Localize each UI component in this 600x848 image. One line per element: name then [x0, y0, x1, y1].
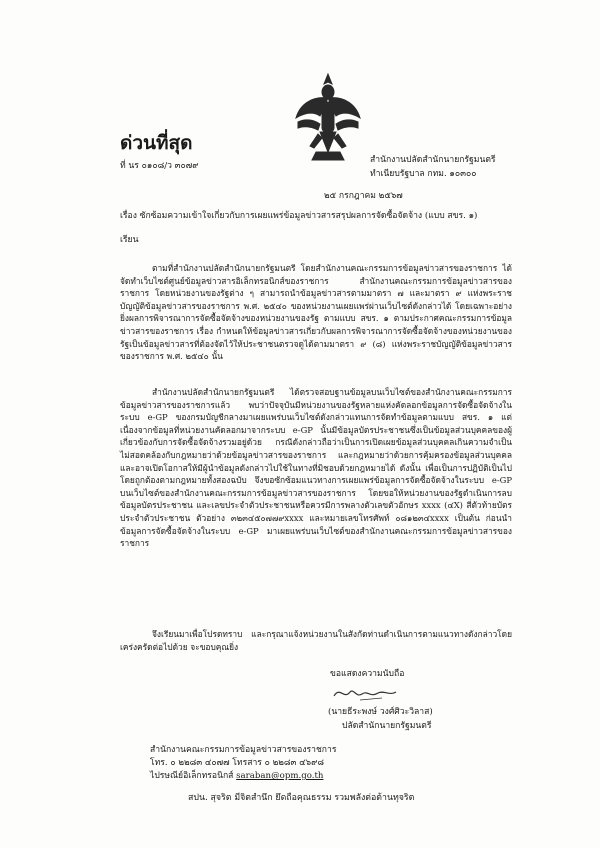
garuda-emblem-icon	[292, 68, 364, 168]
office-address: ทำเนียบรัฐบาล กทม. ๑๐๓๐๐	[370, 169, 477, 179]
paragraph-1	[120, 262, 512, 363]
paragraph-3-text: จึงเรียนมาเพื่อโปรดทราบ และกรุณาแจ้งหน่วยงานในสังกัดท่านดำเนินการตามแนวทางดังกล่าวโดยเคร่งครัดต่อไปด้วย จะขอบคุณยิ่ง	[120, 629, 512, 652]
closing-respect: ขอแสดงความนับถือ	[330, 669, 405, 679]
signature-icon	[330, 682, 400, 704]
urgent-heading: ด่วนที่สุด	[120, 132, 193, 154]
footer-slogan: สปน. สุจริต มีจิตสำนึก ยึดถือคุณธรรม รวมพลังต่อต้านทุจริต	[188, 793, 415, 803]
salutation: เรียน	[120, 235, 139, 245]
contact-email-row	[150, 770, 323, 782]
paragraph-1-text: ตามที่สำนักงานปลัดสำนักนายกรัฐมนตรี โดยสำนักงานคณะกรรมการข้อมูลข่าวสารของราชการ ได้จัดทำเว็บไซต์ศูนย์ข้อมูลข่าวสารอิเล็กทรอนิกส์ของราชการ สำนักงานคณะกรรมการข้อมูลข่าวสารของราชการ โดยหน่วยงานของรัฐต่าง ๆ สามารถนำข้อมูลข่าวสารตามมาตรา ๗ และมาตรา ๙ แห่งพระราชบัญญัติข้อมูลข่าวสารของราชการ พ.ศ. ๒๕๔๐ ของหน่วยงานเผยแพร่ผ่านเว็บไซต์ดังกล่าวได้ โดยเฉพาะอย่างยิ่งผลการพิจารณาการจัดซื้อจัดจ้างของหน่วยงานของรัฐ ตามแบบ สขร. ๑ ตามประกาศคณะกรรมการข้อมูลข่าวสารของราชการ เรื่อง กำหนดให้ข้อมูลข่าวสารเกี่ยวกับผลการพิจารณาการจัดซื้อจัดจ้างของหน่วยงานของรัฐเป็นข้อมูลข่าวสารที่ต้องจัดไว้ให้ประชาชนตรวจดูได้ตามมาตรา ๙ (๘) แห่งพระราชบัญญัติข้อมูลข่าวสารของราชการ พ.ศ. ๒๕๔๐ นั้น	[120, 263, 512, 362]
signatory-position: ปลัดสำนักนายกรัฐมนตรี	[342, 721, 432, 731]
contact-office: สำนักงานคณะกรรมการข้อมูลข่าวสารของราชการ	[150, 745, 337, 755]
reference-number: ที่ นร ๐๑๐๘/ว ๓๐๗๙	[120, 161, 199, 171]
contact-email-link[interactable]: saraban@opm.go.th	[236, 771, 324, 781]
signatory-name: (นายธีระพงษ์ วงศ์ศิวะวิลาส)	[328, 707, 433, 717]
paragraph-2-text: สำนักงานปลัดสำนักนายกรัฐมนตรี ได้ตรวจสอบฐานข้อมูลบนเว็บไซต์ของสำนักงานคณะกรรมการข้อมูลข่าวสารของราชการแล้ว พบว่าปัจจุบันมีหน่วยงานของรัฐหลายแห่งคัดลอกข้อมูลการจัดซื้อจัดจ้างในระบบ e-GP ของกรมบัญชีกลางมาเผยแพร่บนเว็บไซต์ดังกล่าวแทนการจัดทำข้อมูลตามแบบ สขร. ๑ แต่เนื่องจากข้อมูลที่หน่วยงานคัดลอกมาจากระบบ e-GP นั้นมีข้อมูลบัตรประชาชนซึ่งเป็นข้อมูลส่วนบุคคลของผู้เกี่ยวข้องกับการจัดซื้อจัดจ้างรวมอยู่ด้วย กรณีดังกล่าวถือว่าเป็นการเปิดเผยข้อมูลส่วนบุคคลเกินความจำเป็น ไม่สอดคล้องกับกฎหมายว่าด้วยข้อมูลข่าวสารของราชการ และกฎหมายว่าด้วยการคุ้มครองข้อมูลส่วนบุคคล และอาจเปิดโอกาสให้มีผู้นำข้อมูลดังกล่าวไปใช้ในทางที่มิชอบด้วยกฎหมายได้ ดังนั้น เพื่อเป็นการปฏิบัติเป็นไปโดยถูกต้องตามกฎหมายทั้งสองฉบับ จึงขอซักซ้อมแนวทางการเผยแพร่ข้อมูลการจัดซื้อจัดจ้างในระบบ e-GP บนเว็บไซต์ของสำนักงานคณะกรรมการข้อมูลข่าวสารของราชการ โดยขอให้หน่วยงานของรัฐดำเนินการลบข้อมูลบัตรประชาชน และเลขประจำตัวประชาชนหรือควรมีการพลางตัวเลขตัวอักษร xxxx (๔X) สี่ตัวท้ายบัตรประจำตัวประชาชน ตัวอย่าง ๓๒๓๔๕๐๗๗๙xxxx และหมายเลขโทรศัพท์ ๐๘๑๒๓๔xxxx เป็นต้น ก่อนนำข้อมูลการจัดซื้อจัดจ้างในระบบ e-GP มาเผยแพร่บนเว็บไซต์ของสำนักงานคณะกรรมการข้อมูลข่าวสารของราชการ	[120, 387, 512, 549]
letter-date: ๒๕ กรกฎาคม ๒๕๖๗	[324, 191, 403, 201]
paragraph-2	[120, 386, 512, 550]
contact-email-label: ไปรษณีย์อิเล็กทรอนิกส์	[150, 771, 234, 781]
contact-phone: โทร. ๐ ๒๒๘๓ ๔๐๗๗ โทรสาร ๐ ๒๒๘๓ ๔๖๙๘	[150, 758, 325, 768]
letter-subject: เรื่อง ซักซ้อมความเข้าใจเกี่ยวกับการเผยแพร่ข้อมูลข่าวสารสรุปผลการจัดซื้อจัดจ้าง (แบบ สขร. ๑)	[120, 211, 478, 221]
paragraph-3	[120, 628, 512, 653]
issuing-office: สำนักงานปลัดสำนักนายกรัฐมนตรี	[370, 155, 496, 165]
